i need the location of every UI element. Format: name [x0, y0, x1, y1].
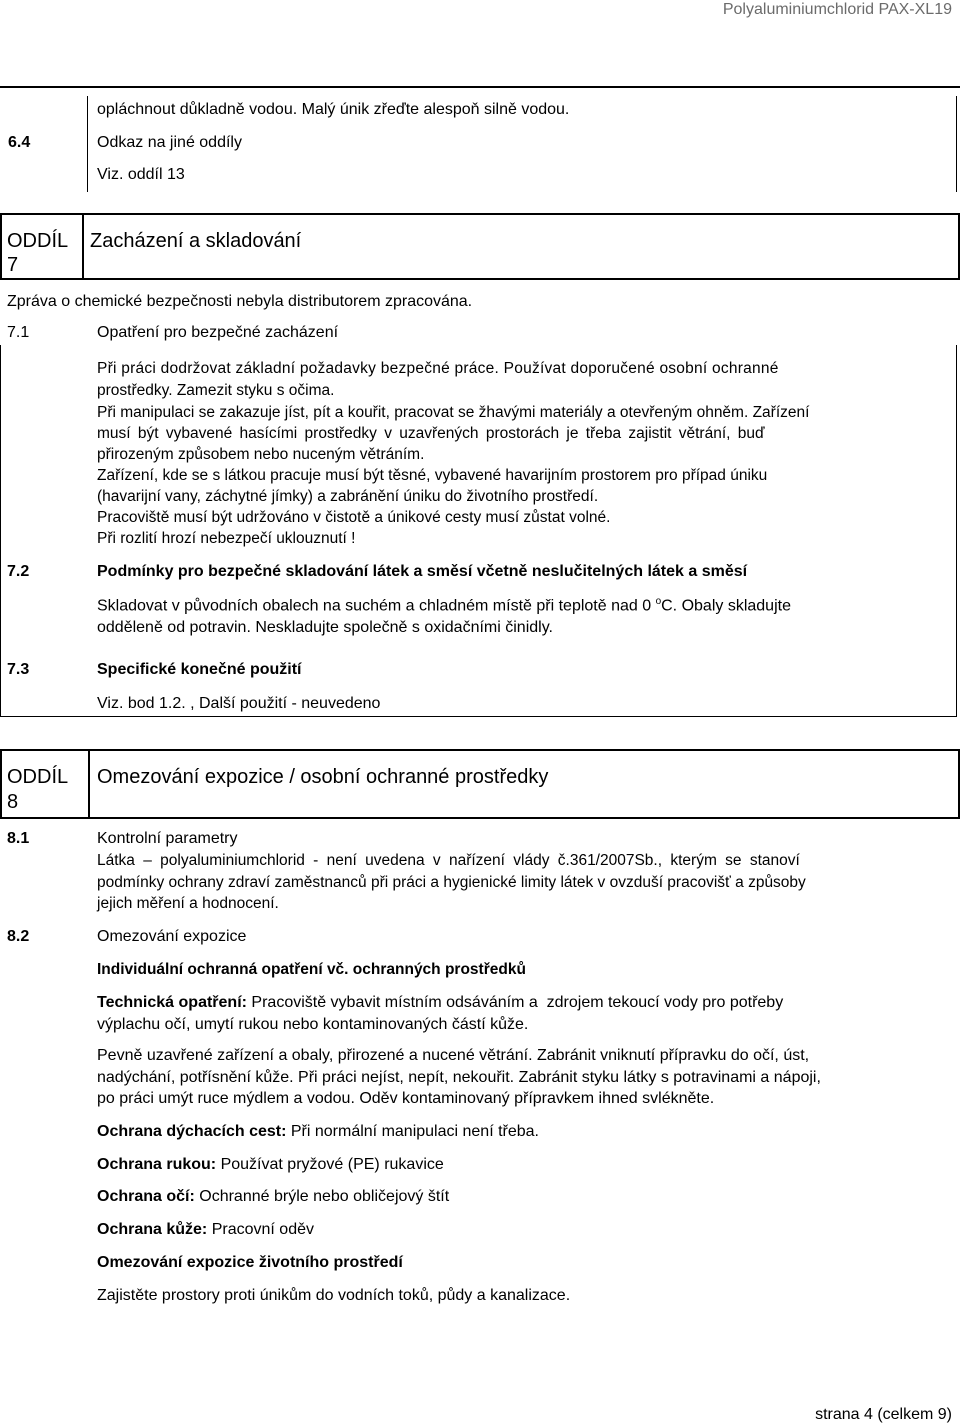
section7-number: 7	[7, 254, 19, 276]
technical-measures-label: Technická opatření:	[97, 994, 247, 1011]
section7-header-divider	[82, 213, 84, 280]
technical-measures-line-2: výplachu očí, umytí rukou nebo kontaminovaných částí kůže.	[97, 1016, 529, 1033]
hand-protection-text: Používat pryžové (PE) rukavice	[216, 1156, 444, 1173]
technical-measures-line-1	[97, 994, 783, 1012]
control-params-line-1: Látka – polyaluminiumchlorid - není uvedena v nařízení vlády č.361/2007Sb., kterým se stanoví	[97, 852, 800, 869]
handling-line-6: Zařízení, kde se s látkou pracuje musí být těsné, vybavené havarijním prostorem pro případ úniku	[97, 467, 768, 484]
subsection-7-2-number: 7.2	[7, 563, 30, 580]
subsection-7-2-title: Podmínky pro bezpečné skladování látek a směsí včetně neslučitelných látek a směsí	[97, 563, 748, 580]
storage-line-1	[97, 596, 791, 616]
subsection-6-4-title: Odkaz na jiné oddíly	[97, 134, 242, 151]
technical-measures-text: Pracoviště vybavit místním odsáváním a zdrojem tekoucí vody pro potřeby	[246, 994, 784, 1011]
section8-header-divider	[88, 749, 90, 819]
eye-protection-text: Ochranné brýle nebo obličejový štít	[194, 1188, 450, 1205]
respiratory-protection-label: Ochrana dýchacích cest:	[97, 1123, 287, 1140]
handling-line-7: (havarijní vany, záchytné jímky) a zabránění úniku do životního prostředí.	[97, 488, 599, 505]
subsection-8-2-title: Omezování expozice	[97, 928, 247, 945]
section6-left-rule	[87, 96, 88, 192]
storage-line-1-text: Skladovat v původních obalech na suchém a chladném místě při teplotě nad 0	[97, 597, 656, 615]
section7-title: Zacházení a skladování	[90, 230, 302, 252]
closed-equipment-line-1: Pevně uzavřené zařízení a obaly, přirozené a nucené větrání. Zabránit vniknutí přípravku do očí, úst,	[97, 1047, 810, 1064]
section7-label: ODDÍL	[7, 230, 69, 252]
control-params-line-2: podmínky ochrany zdraví zaměstnanců při práci a hygienické limity látek v ovzduší pracovišť a způsoby	[97, 874, 806, 891]
section7-bottom-rule	[0, 716, 957, 717]
subsection-7-3-title: Specifické konečné použití	[97, 661, 302, 678]
respiratory-protection	[97, 1123, 539, 1141]
section8-number: 8	[7, 791, 19, 813]
handling-line-4: musí být vybavené hasícími prostředky v uzavřených prostorách je třeba zajistit větrání, buď	[97, 425, 765, 442]
storage-line-1-unit-text: C. Obaly skladujte	[661, 597, 791, 615]
handling-line-9: Při rozlití hrozí nebezpečí uklouznutí !	[97, 530, 356, 547]
subsection-8-2-number: 8.2	[7, 928, 30, 945]
subsection-7-1-title: Opatření pro bezpečné zacházení	[97, 324, 339, 341]
section7-right-rule	[956, 345, 957, 717]
skin-protection	[97, 1221, 314, 1239]
respiratory-protection-text: Při normální manipulaci není třeba.	[286, 1123, 539, 1140]
eye-protection	[97, 1188, 449, 1206]
subsection-7-1-number: 7.1	[7, 324, 30, 341]
handling-line-5: přirozeným způsobem nebo nuceným větráním.	[97, 446, 425, 463]
subsection-6-4-number: 6.4	[8, 134, 31, 151]
section8-title: Omezování expozice / osobní ochranné prostředky	[97, 766, 549, 788]
storage-line-2: odděleně od potravin. Neskladujte společně s oxidačními činidly.	[97, 619, 553, 636]
header-rule	[0, 86, 960, 88]
environmental-exposure-text: Zajistěte prostory proti únikům do vodních toků, půdy a kanalizace.	[97, 1287, 571, 1304]
document-header-title: Polyaluminiumchlorid PAX-XL19	[722, 1, 952, 18]
degree-superscript: o	[655, 596, 662, 607]
handling-line-1: Při práci dodržovat základní požadavky bezpečné práce. Používat doporučené osobní ochranné	[97, 360, 779, 377]
skin-protection-label: Ochrana kůže:	[97, 1221, 208, 1238]
section7-left-rule	[0, 345, 1, 717]
handling-line-8: Pracoviště musí být udržováno v čistotě a únikové cesty musí zůstat volné.	[97, 509, 611, 526]
subsection-7-3-number: 7.3	[7, 661, 30, 678]
eye-protection-label: Ochrana očí:	[97, 1188, 195, 1205]
handling-line-3: Při manipulaci se zakazuje jíst, pít a kouřit, pracovat se žhavými materiály a otevřeným ohněm. Zařízení	[97, 404, 810, 421]
subsection-6-4-text: Viz. oddíl 13	[97, 166, 185, 183]
subsection-8-1-title: Kontrolní parametry	[97, 830, 238, 847]
control-params-line-3: jejich měření a hodnocení.	[97, 895, 279, 912]
chemical-safety-report-note: Zpráva o chemické bezpečnosti nebyla distributorem zpracována.	[7, 293, 473, 310]
handling-line-2: prostředky. Zamezit styku s očima.	[97, 382, 335, 399]
closed-equipment-line-3: po práci umýt ruce mýdlem a vodou. Oděv kontaminovaný přípravkem ihned svlékněte.	[97, 1090, 715, 1107]
spill-rinse-text: opláchnout důkladně vodou. Malý únik zřeďte alespoň silně vodou.	[97, 101, 570, 118]
page-number-footer: strana 4 (celkem 9)	[815, 1406, 952, 1423]
subsection-7-3-text: Viz. bod 1.2. , Další použití - neuvedeno	[97, 695, 381, 712]
section6-right-rule	[956, 96, 957, 192]
skin-protection-text: Pracovní oděv	[207, 1221, 314, 1238]
hand-protection	[97, 1156, 444, 1174]
hand-protection-label: Ochrana rukou:	[97, 1156, 217, 1173]
environmental-exposure-heading: Omezování expozice životního prostředí	[97, 1254, 403, 1271]
subsection-8-1-number: 8.1	[7, 830, 30, 847]
section8-label: ODDÍL	[7, 766, 69, 788]
closed-equipment-line-2: nadýchání, potřísnění kůže. Při práci nejíst, nepít, nekouřit. Zabránit styku látky s potravinami a nápoji,	[97, 1069, 821, 1086]
individual-protection-heading: Individuální ochranná opatření vč. ochranných prostředků	[97, 961, 526, 978]
